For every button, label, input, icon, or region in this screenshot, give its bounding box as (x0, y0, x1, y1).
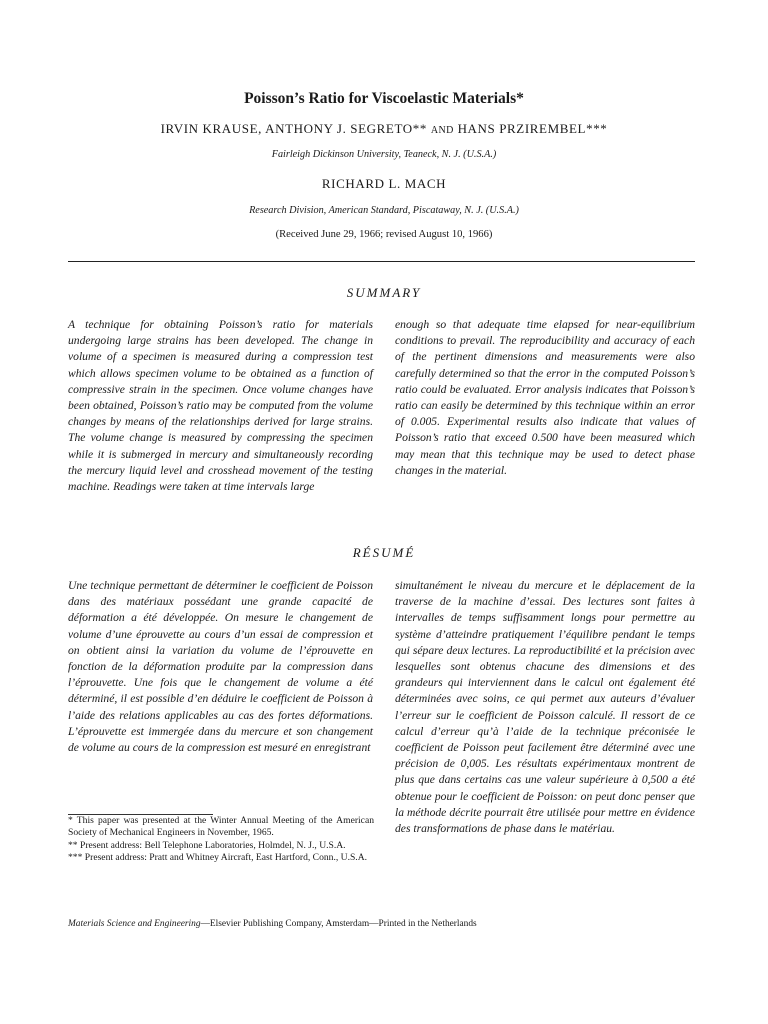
author-line (0, 121, 768, 137)
affiliation-2: Research Division, American Standard, Piscataway, N. J. (U.S.A.) (249, 205, 519, 216)
publisher-line: —Elsevier Publishing Company, Amsterdam—Printed in the Netherlands (200, 919, 477, 929)
authors-first: IRVIN KRAUSE, ANTHONY J. SEGRETO** (160, 121, 427, 136)
resume-left-column: Une technique permettant de déterminer le coefficient de Poisson dans des matériaux possédant une grande capacité de déformation a été développée. On mesure le changement de volume d’une éprouvette au cours d’un essai de compression et on obtient ainsi la variation du volume de l’éprouvette en fonction de la déformation produite par la compression dans l’éprouvette. Une fois que le changement de volume a été déterminé, il est possible d’en déduire le coefficient de Poisson à l’aide des relations applicables au cas des fortes déformations. L’éprouvette est immergée dans du mercure et son changement de volume au cours de la compression est mesuré en enregistrant (68, 579, 373, 755)
footnote: * This paper was presented at the Winter Annual Meeting of the American Society of Mechanical Engineers in November, 1965. (68, 815, 374, 839)
footnote: *** Present address: Pratt and Whitney Aircraft, East Hartford, Conn., U.S.A. (68, 852, 368, 864)
summary-right-column: enough so that adequate time elapsed for near-equilibrium conditions to prevail. The reproducibility and accuracy of each of the pertinent dimensions and measurements were also carefully determined so that the error in the computed Poisson’s ratio could be evaluated. Error analysis indicates that Poisson’s ratio can easily be determined by this technique within an error of 0.005. Experimental results also indicate that values of Poisson’s ratio that exceed 0.500 have been measured which may mean that this technique may be used to detect phase changes in the material. (395, 318, 695, 477)
affiliation-1: Fairleigh Dickinson University, Teaneck, N. J. (U.S.A.) (271, 149, 497, 160)
author-2: RICHARD L. MACH (321, 176, 447, 191)
resume-right-column: simultanément le niveau du mercure et le déplacement de la traverse de la machine d’essai. Des lectures sont faites à intervalles de temps suffisamment longs pour permettre au système d’atteindre pratiquement l’équilibre pendant le temps qui sépare deux lectures. La reproductibilité et la précision avec lesquelles sont obtenus chacune des dimensions et des grandeurs qui interviennent dans le calcul ont également été déterminées avec soins, ce qui permet aux auteurs d’évaluer l’erreur sur le coefficient de Poisson calculé. Il ressort de ce calcul d’erreur qu’à l’aide de la technique préconisée le coefficient de Poisson peut facilement être déterminé avec une précision de 0,005. Les résultats expérimentaux montrent de plus que dans certains cas une valeur supérieure à 0,500 a été obtenue pour le coefficient de Poisson: on peut donc penser que la méthode décrite pourrait être utilisée pour mettre en évidence des transformations de phase dans le matériau. (395, 579, 695, 836)
resume-heading: RÉSUMÉ (352, 545, 416, 560)
received-dates: (Received June 29, 1966; revised August 10, 1966) (275, 229, 493, 240)
page-footer (68, 919, 708, 929)
journal-name: Materials Science and Engineering (68, 919, 201, 929)
authors-conjunction: AND (430, 125, 454, 136)
header-rule (68, 261, 695, 262)
summary-left-column: A technique for obtaining Poisson’s ratio for materials undergoing large strains has been developed. The change in volume of a specimen is measured during a compression test which allows specimen volume to be obtained as a function of compressive strain in the specimen. Once volume changes have been obtained, Poisson’s ratio may be computed from the volume changes by means of the relationships derived for large strains. The volume change is measured by compressing the specimen while it is submerged in mercury and simultaneously recording the mercury liquid level and crosshead movement of the testing machine. Readings were taken at time intervals large (68, 318, 373, 494)
authors-last: HANS PRZIREMBEL*** (457, 121, 608, 136)
footnotes (68, 815, 374, 865)
paper-title: Poisson’s Ratio for Viscoelastic Materials* (244, 90, 524, 107)
summary-heading: SUMMARY (346, 285, 422, 300)
footnote: ** Present address: Bell Telephone Laboratories, Holmdel, N. J., U.S.A. (68, 839, 346, 851)
